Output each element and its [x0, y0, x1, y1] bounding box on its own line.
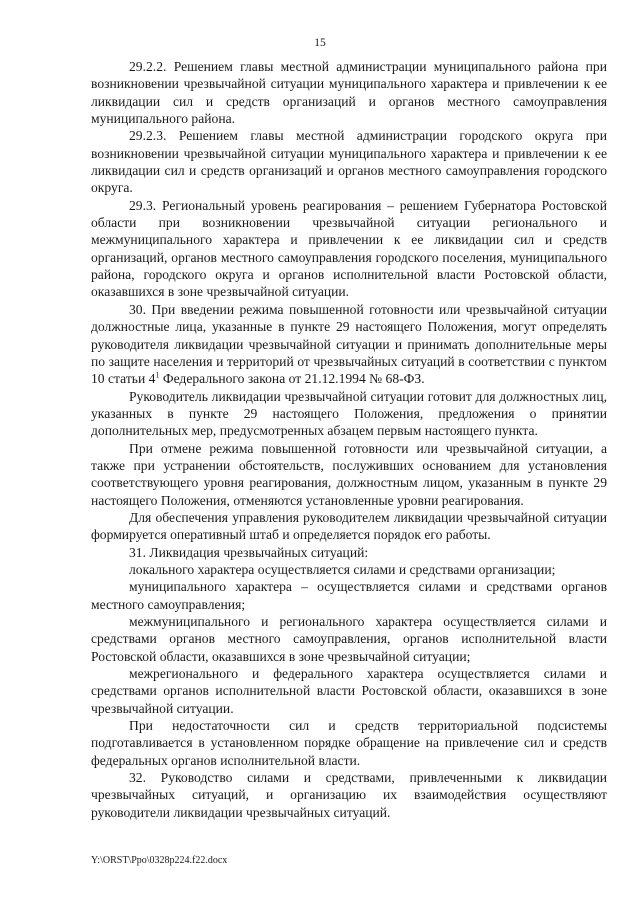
paragraph-29-3: 29.3. Региональный уровень реагирования – решением Губернатора Ростовской области при возникновении чрезвычайной ситуации регионального и межмуниципального характера и привлечении к ее ликвидации сил и средств организаций, органов местного самоуправления городского поселения, муниципального района, городского округа и органов исполнительной власти Ростовской области, оказавшихся в зоне чрезвычайной ситуации.: [91, 197, 607, 300]
paragraph-head-of-liquidation: Руководитель ликвидации чрезвычайной ситуации готовит для должностных лиц, указанных в пункте 29 настоящего Положения, предложения о принятии дополнительных мер, предусмотренных абзацем первым настоящего пункта.: [91, 388, 607, 439]
document-body: [91, 58, 607, 821]
paragraph-operational-staff: Для обеспечения управления руководителем ликвидации чрезвычайной ситуации формируется оперативный штаб и определяется порядок его работы.: [91, 509, 607, 543]
article-superscript: 1: [155, 370, 160, 380]
paragraph-interregional: межрегионального и федерального характера осуществляется силами и средствами органов исполнительной власти Ростовской области, оказавшихся в зоне чрезвычайной ситуации.: [91, 666, 607, 716]
footer-file-path: Y:\ORST\Ppo\0328p224.f22.docx: [91, 855, 228, 866]
paragraph-30-text: 30. При введении режима повышенной готовности или чрезвычайной ситуации должностные лица, указанные в пункте 29 настоящего Положения, могут определять руководителя ликвидации чрезвычайной ситуации и принимать дополнительные меры по защите населения и территорий от чрезвычайных ситуаций в соответствии с пунктом 10 статьи 4: [91, 301, 607, 387]
paragraph-intermunicipal: межмуниципального и регионального характера осуществляется силами и средствами органов местного самоуправления, органов исполнительной власти Ростовской области, оказавшихся в зоне чрезвычайной ситуации;: [91, 614, 607, 664]
paragraph-30: [91, 301, 607, 388]
page-number: 15: [314, 37, 326, 49]
paragraph-29-2-2: 29.2.2. Решением главы местной администрации муниципального района при возникновении чрезвычайной ситуации муниципального характера и привлечении к ее ликвидации сил и средств организаций и органов местного самоуправления муниципального района.: [91, 59, 607, 127]
paragraph-32: 32. Руководство силами и средствами, привлеченными к ликвидации чрезвычайных ситуаций, и организацию их взаимодействия осуществляют руководители ликвидации чрезвычайных ситуаций.: [91, 770, 607, 820]
paragraph-31: 31. Ликвидация чрезвычайных ситуаций:: [129, 544, 369, 560]
paragraph-30-tail: Федерального закона от 21.12.1994 № 68-ФЗ.: [159, 371, 425, 387]
paragraph-municipal: муниципального характера – осуществляется силами и средствами органов местного самоуправления;: [91, 579, 607, 612]
paragraph-cancel-regime: При отмене режима повышенной готовности или чрезвычайной ситуации, а также при устранении обстоятельств, послуживших основанием для установления соответствующего уровня реагирования, должностным лицом, указанным в пункте 29 настоящего Положения, отменяются установленные уровни реагирования.: [91, 440, 607, 508]
paragraph-29-2-3: 29.2.3. Решением главы местной администрации городского округа при возникновении чрезвычайной ситуации муниципального характера и привлечении к ее ликвидации сил и средств организаций и органов местного самоуправления городского округа.: [91, 128, 607, 196]
paragraph-insufficient-forces: При недостаточности сил и средств территориальной подсистемы подготавливается в установленном порядке обращение на привлечение сил и средств федеральных органов исполнительной власти.: [91, 718, 607, 768]
paragraph-local: локального характера осуществляется силами и средствами организации;: [129, 561, 556, 577]
